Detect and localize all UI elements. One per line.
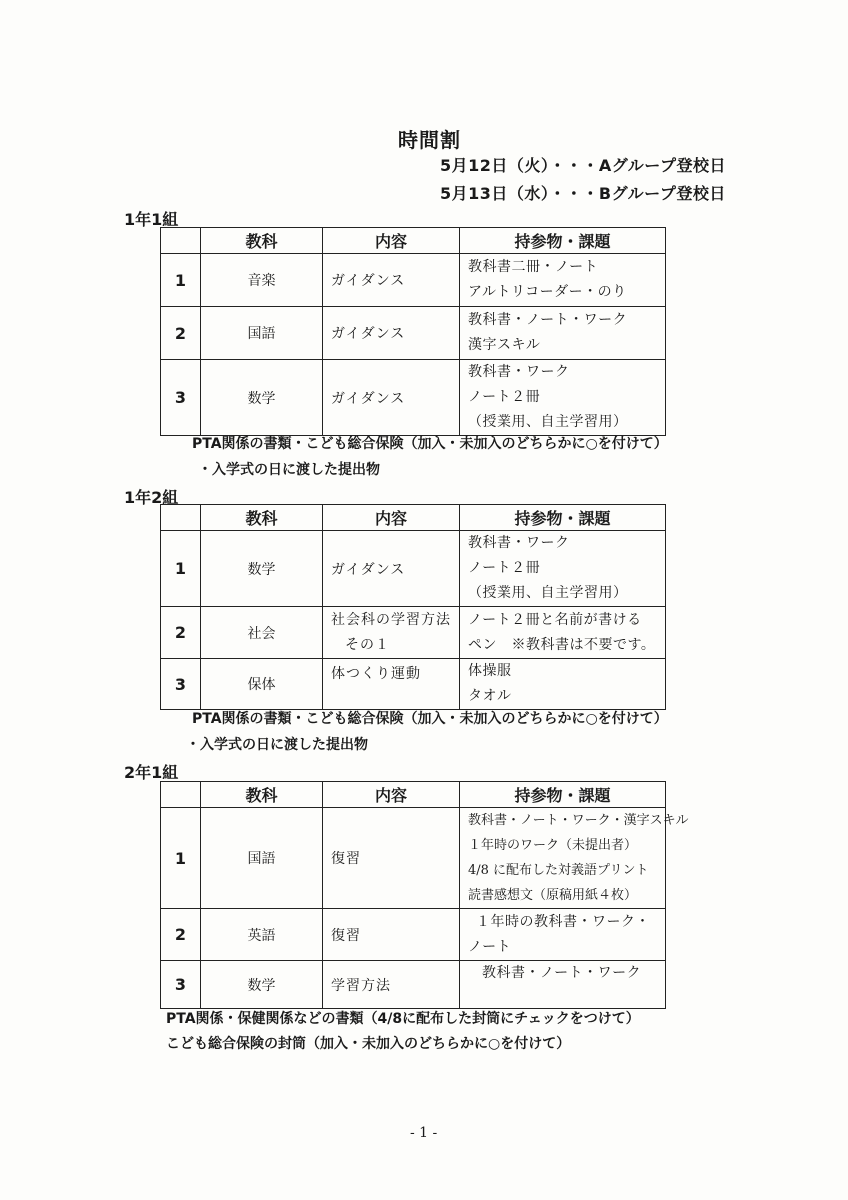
content-line: その１ (345, 636, 390, 653)
period-number: 1 (161, 808, 201, 909)
header-subject: 教科 (201, 782, 323, 808)
items-cell (460, 531, 666, 607)
table-row (161, 659, 666, 710)
schedule-table-2-1 (160, 781, 689, 1009)
content-cell: 復習 (323, 808, 460, 909)
item-line: 読書感想文（原稿用紙４枚） (468, 888, 638, 903)
content-cell (323, 607, 460, 659)
item-line: 4/8 に配布した対義語プリント (468, 863, 649, 878)
subject-cell: 数学 (201, 961, 323, 1009)
header-blank (161, 782, 201, 808)
item-line: 教科書・ノート・ワーク (468, 312, 628, 328)
item-line: 教科書二冊・ノート (468, 259, 599, 275)
period-number: 1 (161, 254, 201, 307)
period-number: 1 (161, 531, 201, 607)
class-label-2-1: 2年1組 (124, 763, 179, 782)
item-line: １年時の教科書・ワーク・ (476, 913, 650, 930)
table-row (161, 531, 666, 607)
item-line: （授業用、自主学習用） (468, 585, 628, 601)
header-items: 持参物・課題 (460, 505, 666, 531)
item-line: タオル (468, 688, 512, 704)
content-cell: 体つくり運動 (323, 659, 460, 710)
header-subject: 教科 (201, 505, 323, 531)
header-blank (161, 505, 201, 531)
items-cell (460, 808, 689, 909)
period-number: 3 (161, 961, 201, 1009)
item-line: 教科書・ノート・ワーク・漢字スキル (468, 813, 689, 828)
subject-cell: 社会 (201, 607, 323, 659)
subject-cell: 数学 (201, 531, 323, 607)
class-label-1-2: 1年2組 (124, 488, 179, 507)
date-group-a: 5月12日（火）・・・Aグループ登校日 (440, 156, 727, 175)
table-row (161, 909, 666, 961)
items-cell (460, 254, 666, 307)
note-submissions: ・入学式の日に渡した提出物 (198, 462, 380, 478)
period-number: 3 (161, 360, 201, 436)
content-cell: ガイダンス (323, 531, 460, 607)
table-header-row (161, 505, 666, 531)
subject-cell: 保体 (201, 659, 323, 710)
item-line: ノート２冊 (468, 389, 541, 405)
class-label-1-1: 1年1組 (124, 210, 179, 229)
subject-cell: 英語 (201, 909, 323, 961)
item-line: ノート２冊 (468, 560, 541, 576)
period-number: 2 (161, 307, 201, 360)
header-subject: 教科 (201, 228, 323, 254)
item-line: ペン ※教科書は不要です。 (468, 636, 656, 653)
item-line: 漢字スキル (468, 337, 541, 353)
content-cell: ガイダンス (323, 360, 460, 436)
table-row (161, 360, 666, 436)
note-documents: PTA関係の書類・こども総合保険（加入・未加入のどちらかに○を付けて） (192, 711, 668, 727)
item-line: １年時のワーク（未提出者） (468, 838, 638, 853)
item-line: 体操服 (468, 663, 512, 679)
period-number: 2 (161, 607, 201, 659)
item-line: 教科書・ワーク (468, 364, 570, 380)
content-cell: ガイダンス (323, 254, 460, 307)
header-items: 持参物・課題 (460, 228, 666, 254)
table-row (161, 254, 666, 307)
items-cell (460, 607, 666, 659)
table-row (161, 607, 666, 659)
content-cell: ガイダンス (323, 307, 460, 360)
item-line: 教科書・ノート・ワーク (482, 965, 642, 981)
header-content: 内容 (323, 782, 460, 808)
page-title: 時間割 (398, 128, 461, 152)
items-cell (460, 961, 666, 1009)
item-line: ノート (468, 938, 512, 955)
content-cell: 学習方法 (323, 961, 460, 1009)
items-cell (460, 307, 666, 360)
date-group-b: 5月13日（水）・・・Bグループ登校日 (440, 184, 726, 203)
period-number: 2 (161, 909, 201, 961)
items-cell (460, 360, 666, 436)
table-header-row (161, 782, 666, 808)
schedule-table-1-1 (160, 227, 666, 436)
period-number: 3 (161, 659, 201, 710)
table-row (161, 307, 666, 360)
item-line: ノート２冊と名前が書ける (468, 611, 642, 628)
subject-cell: 数学 (201, 360, 323, 436)
table-row (161, 961, 666, 1009)
subject-cell: 国語 (201, 808, 323, 909)
content-cell: 復習 (323, 909, 460, 961)
note-documents: PTA関係の書類・こども総合保険（加入・未加入のどちらかに○を付けて） (192, 436, 668, 452)
header-items: 持参物・課題 (460, 782, 666, 808)
table-header-row (161, 228, 666, 254)
schedule-table-1-2 (160, 504, 666, 710)
subject-cell: 音楽 (201, 254, 323, 307)
note-documents: PTA関係・保健関係などの書類（4/8に配布した封筒にチェックをつけて） (166, 1011, 640, 1027)
subject-cell: 国語 (201, 307, 323, 360)
items-cell (460, 909, 666, 961)
content-line: 社会科の学習方法 (331, 611, 451, 628)
header-blank (161, 228, 201, 254)
item-line: （授業用、自主学習用） (468, 414, 628, 430)
header-content: 内容 (323, 228, 460, 254)
note-submissions: ・入学式の日に渡した提出物 (186, 737, 368, 753)
note-insurance-envelope: こども総合保険の封筒（加入・未加入のどちらかに○を付けて） (166, 1036, 571, 1052)
item-line: アルトリコーダー・のり (468, 284, 627, 300)
items-cell (460, 659, 666, 710)
page-number: - 1 - (410, 1125, 438, 1141)
table-row (161, 808, 666, 909)
item-line: 教科書・ワーク (468, 535, 570, 551)
header-content: 内容 (323, 505, 460, 531)
